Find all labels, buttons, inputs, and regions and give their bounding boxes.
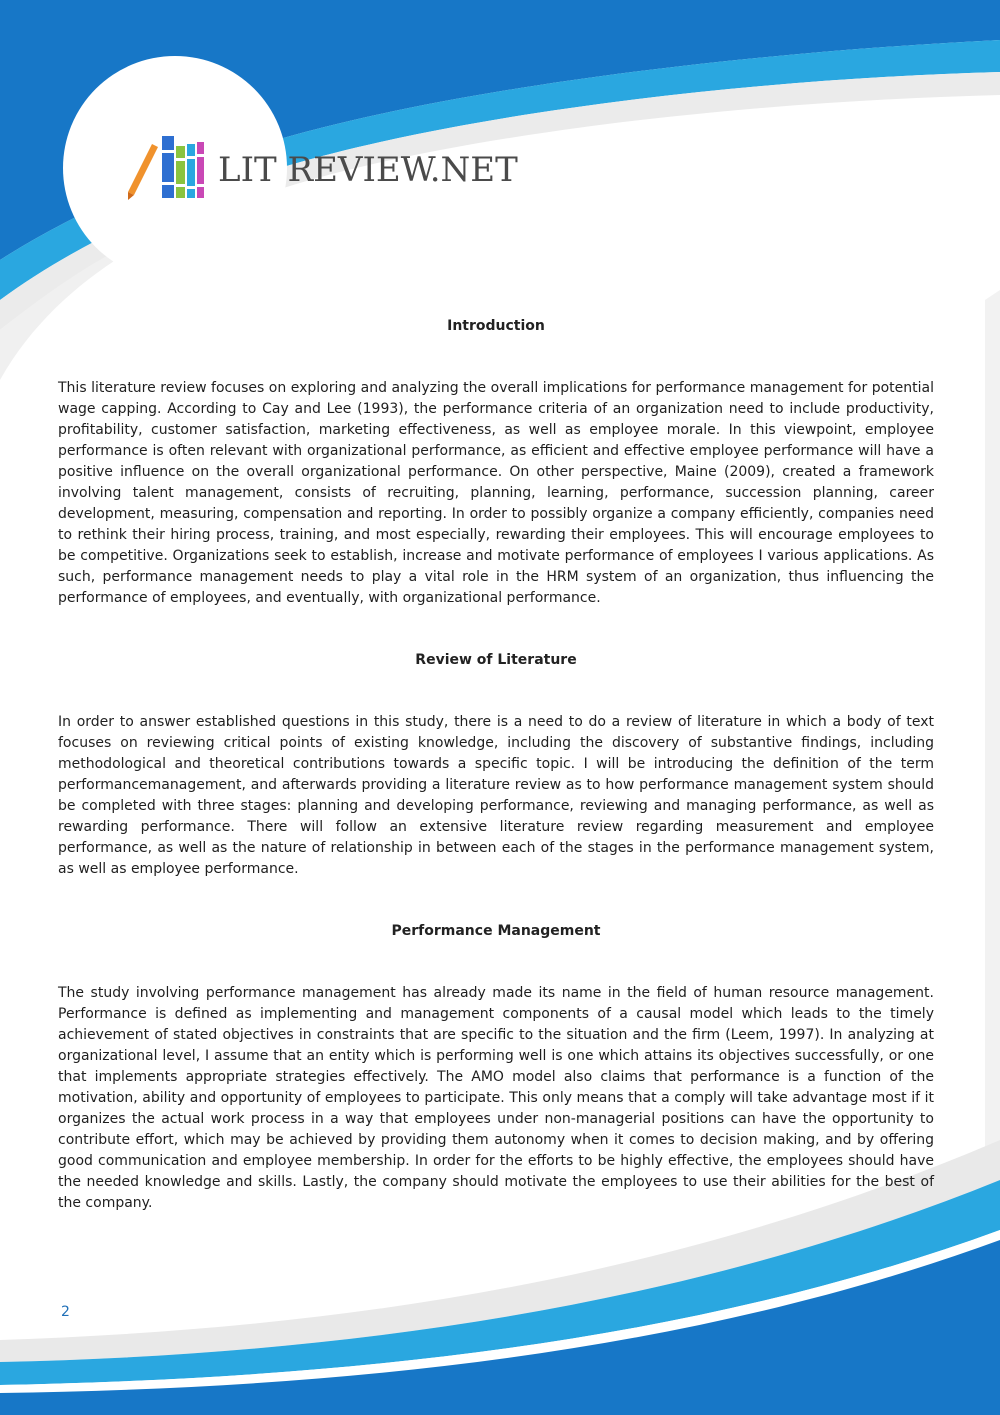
section-heading-performance-management: Performance Management	[391, 923, 601, 939]
pencil-icon	[128, 144, 158, 200]
right-gray-edge	[985, 290, 1000, 1150]
section-paragraph-introduction: This literature review focuses on exploring and analyzing the overall implications for performance management for potential wage capping. According to Cay and Lee (1993), the performance criteria of an organization need to include productivity, profitability, customer satisfaction, marketing effectiveness, as well as employee morale. In this viewpoint, employee performance is often relevant with organizational performance, as efficient and effective employee performance will have a positive influence on the overall organizational performance. On other perspective, Maine (2009), created a framework involving talent management, consists of recruiting, planning, learning, performance, succession planning, career development, measuring, compensation and reporting. In order to possibly organize a company efficiently, companies need to rethink their hiring process, training, and most especially, rewarding their employees. This will encourage employees to be competitive. Organizations seek to establish, increase and motivate performance of employees I various applications. As such, performance management needs to play a vital role in the HRM system of an organization, thus influencing the performance of employees, and eventually, with organizational performance.	[58, 380, 934, 606]
book-magenta	[197, 142, 204, 198]
section-paragraph-performance-management: The study involving performance management has already made its name in the field of human resource management. Performance is defined as implementing and management components of a causal model which leads to the timely achievement of stated objectives in constraints that are specific to the situation and the firm (Leem, 1997). In analyzing at organizational level, I assume that an entity which is performing well is one which attains its objectives successfully, or one that implements appropriate strategies effectively. The AMO model also claims that performance is a function of the motivation, ability and opportunity of employees to participate. This only means that a comply will take advantage most if it organizes the actual work process in a way that employees under non-managerial positions can have the opportunity to contribute effort, which may be achieved by providing them autonomy when it comes to decision making, and by offering good communication and employee membership. In order for the efforts to be highly effective, the employees should have the needed knowledge and skills. Lastly, the company should motivate the employees to use their abilities for the best of the company.	[58, 985, 934, 1211]
section-heading-introduction: Introduction	[447, 318, 545, 334]
section-heading-review-of-literature: Review of Literature	[415, 652, 577, 668]
books-icon	[124, 132, 224, 202]
page-number: 2	[61, 1304, 70, 1320]
book-light-blue	[187, 144, 195, 198]
book-blue-tall	[162, 136, 174, 198]
book-green	[176, 146, 185, 198]
document-body	[58, 316, 934, 1214]
logo-text: LIT REVIEW.NET	[218, 150, 518, 190]
section-paragraph-review-of-literature: In order to answer established questions in this study, there is a need to do a review of literature in which a body of text focuses on reviewing critical points of existing knowledge, including the discovery of substantive findings, including methodological and theoretical contributions towards a specific topic. I will be introducing the definition of the term performancemanagement, and afterwards providing a literature review as to how performance management system should be completed with three stages: planning and developing performance, reviewing and managing performance, as well as rewarding performance. There will follow an extensive literature review regarding measurement and employee performance, as well as the nature of relationship in between each of the stages in the performance management system, as well as employee performance.	[58, 714, 934, 877]
